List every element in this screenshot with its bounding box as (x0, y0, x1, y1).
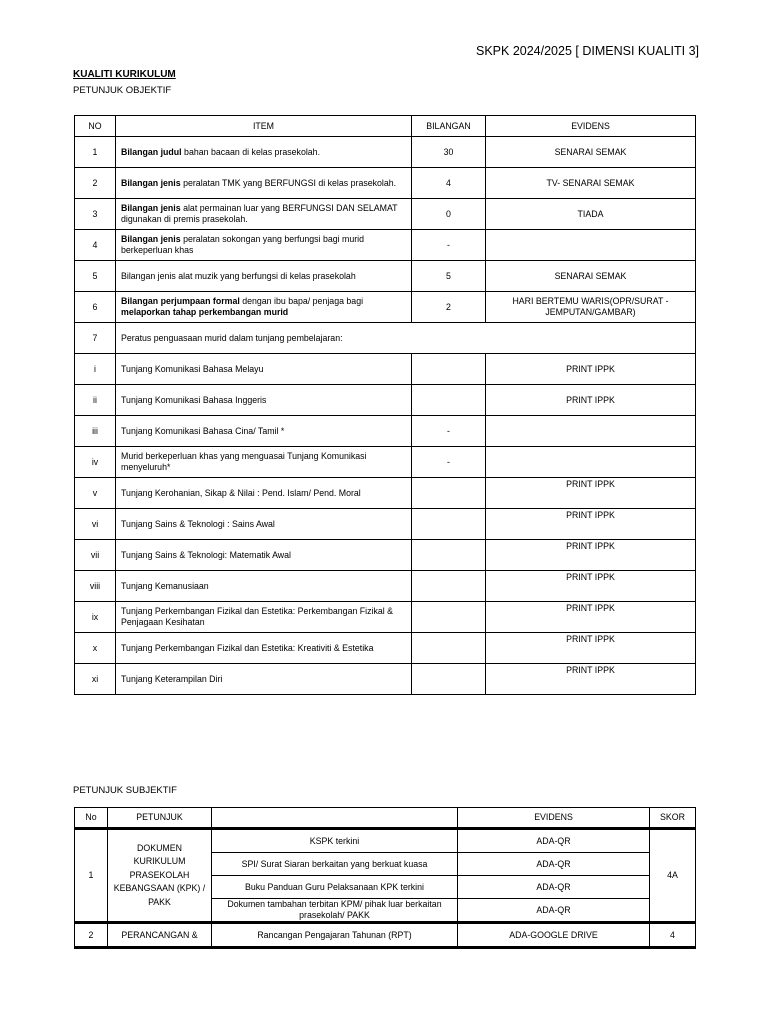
row-evidence: PRINT IPPK (486, 540, 696, 571)
row-evidence: ADA-QR (458, 899, 650, 923)
row-no: x (75, 633, 116, 664)
table-header-row (75, 808, 696, 829)
row-item: Tunjang Kerohanian, Sikap & Nilai : Pend. Islam/ Pend. Moral (116, 478, 412, 509)
table-row (75, 478, 696, 509)
header-indicator: PETUNJUK (108, 808, 212, 829)
row-evidence: ADA-GOOGLE DRIVE (458, 923, 650, 948)
table-row (75, 447, 696, 478)
row-evidence: SENARAI SEMAK (486, 137, 696, 168)
header-count: BILANGAN (412, 116, 486, 137)
row-no: iii (75, 416, 116, 447)
row-count: - (412, 416, 486, 447)
row-no: iv (75, 447, 116, 478)
objective-table (74, 115, 696, 695)
item-text: dengan ibu bapa/ penjaga bagi (239, 296, 364, 306)
table-row (75, 509, 696, 540)
row-count (412, 602, 486, 633)
row-no: ix (75, 602, 116, 633)
item-bold-text: Bilangan jenis (121, 203, 181, 213)
header-evidence: EVIDENS (458, 808, 650, 829)
item-bold-text: Bilangan judul (121, 146, 182, 157)
row-document: Rancangan Pengajaran Tahunan (RPT) (212, 923, 458, 948)
row-no: 3 (75, 199, 116, 230)
table-row (75, 199, 696, 230)
row-item: Tunjang Keterampilan Diri (116, 664, 412, 695)
objective-subtitle: PETUNJUK OBJEKTIF (73, 85, 172, 96)
table-row (75, 416, 696, 447)
row-document: Dokumen tambahan terbitan KPM/ pihak luar berkaitan prasekolah/ PAKK (212, 899, 458, 923)
table-row (75, 664, 696, 695)
row-evidence: PRINT IPPK (486, 602, 696, 633)
table-row (75, 168, 696, 199)
subjective-subtitle: PETUNJUK SUBJEKTIF (73, 785, 177, 796)
row-item: Tunjang Perkembangan Fizikal dan Estetika: Kreativiti & Estetika (116, 633, 412, 664)
header-no: NO (75, 116, 116, 137)
item-text: Bilangan jenis alat muzik yang berfungsi di kelas prasekolah (121, 270, 356, 281)
row-count: - (412, 447, 486, 478)
row-no: 6 (75, 292, 116, 323)
header-score: SKOR (650, 808, 696, 829)
row-count (412, 509, 486, 540)
item-bold-text-2: melaporkan tahap perkembangan murid (121, 307, 289, 317)
row-evidence (486, 230, 696, 261)
row-count (412, 385, 486, 416)
row-count (412, 354, 486, 385)
row-no: 2 (75, 923, 108, 948)
table-row (75, 292, 696, 323)
row-no: i (75, 354, 116, 385)
row-no: xi (75, 664, 116, 695)
header-no: No (75, 808, 108, 829)
row-score: 4 (650, 923, 696, 948)
row-evidence: PRINT IPPK (486, 664, 696, 695)
row-score: 4A (650, 829, 696, 923)
row-no: vii (75, 540, 116, 571)
item-text: bahan bacaan di kelas prasekolah. (181, 146, 321, 157)
row-no: 1 (75, 137, 116, 168)
row-count: 5 (412, 261, 486, 292)
row-evidence (486, 447, 696, 478)
table-row (75, 354, 696, 385)
item-bold-text: Bilangan jenis (121, 177, 181, 188)
table-header-row (75, 116, 696, 137)
row-item: Tunjang Komunikasi Bahasa Melayu (116, 354, 412, 385)
row-item (116, 137, 412, 168)
row-no: viii (75, 571, 116, 602)
row-item: Tunjang Kemanusiaan (116, 571, 412, 602)
row-count: 4 (412, 168, 486, 199)
table-row (75, 385, 696, 416)
row-evidence: PRINT IPPK (486, 509, 696, 540)
row-count (412, 664, 486, 695)
row-evidence: TV- SENARAI SEMAK (486, 168, 696, 199)
row-evidence: PRINT IPPK (486, 633, 696, 664)
row-evidence: SENARAI SEMAK (486, 261, 696, 292)
table-row (75, 261, 696, 292)
row-no: ii (75, 385, 116, 416)
table-row (75, 323, 696, 354)
table-row (75, 633, 696, 664)
row-item (116, 261, 412, 292)
row-evidence (486, 416, 696, 447)
row-item (116, 199, 412, 230)
row-count (412, 633, 486, 664)
row-document: KSPK terkini (212, 829, 458, 853)
row-evidence: PRINT IPPK (486, 478, 696, 509)
row-evidence: PRINT IPPK (486, 354, 696, 385)
row-count: - (412, 230, 486, 261)
row-item (116, 230, 412, 261)
table-row (75, 602, 696, 633)
row-evidence: PRINT IPPK (486, 385, 696, 416)
row-no: 7 (75, 323, 116, 354)
row-no: 4 (75, 230, 116, 261)
table-row (75, 137, 696, 168)
row-document: Buku Panduan Guru Pelaksanaan KPK terkini (212, 876, 458, 899)
table-row (75, 829, 696, 853)
table-row (75, 230, 696, 261)
row-item: Tunjang Perkembangan Fizikal dan Estetika: Perkembangan Fizikal & Penjagaan Kesihatan (116, 602, 412, 633)
item-bold-text: Bilangan jenis (121, 234, 181, 244)
item-text: peralatan TMK yang BERFUNGSI di kelas prasekolah. (180, 177, 397, 188)
row-evidence: ADA-QR (458, 829, 650, 853)
table-row (75, 923, 696, 948)
row-count: 30 (412, 137, 486, 168)
row-count (412, 540, 486, 571)
row-count (412, 478, 486, 509)
header-blank (212, 808, 458, 829)
row-item: Tunjang Komunikasi Bahasa Inggeris (116, 385, 412, 416)
item-bold-text: Bilangan perjumpaan formal (121, 296, 240, 306)
row-item: Murid berkeperluan khas yang menguasai Tunjang Komunikasi menyeluruh* (116, 447, 412, 478)
row-no: 1 (75, 829, 108, 923)
row-evidence: PRINT IPPK (486, 571, 696, 602)
table-row (75, 571, 696, 602)
row-item: Tunjang Sains & Teknologi: Matematik Awal (116, 540, 412, 571)
row-item (116, 292, 412, 323)
row-item (116, 168, 412, 199)
row-evidence: HARI BERTEMU WARIS(OPR/SURAT -JEMPUTAN/GAMBAR) (486, 292, 696, 323)
row-evidence: ADA-QR (458, 876, 650, 899)
row-count: 0 (412, 199, 486, 230)
row-document: SPI/ Surat Siaran berkaitan yang berkuat kuasa (212, 853, 458, 876)
row-no: 5 (75, 261, 116, 292)
section-title: KUALITI KURIKULUM (73, 69, 176, 80)
row-item: Tunjang Komunikasi Bahasa Cina/ Tamil * (116, 416, 412, 447)
subjective-table (74, 807, 696, 949)
row-no: vi (75, 509, 116, 540)
row-evidence: ADA-QR (458, 853, 650, 876)
item-text: peralatan sokongan yang berfungsi bagi murid berkeperluan khas (121, 234, 365, 255)
row-count: 2 (412, 292, 486, 323)
row-indicator: PERANCANGAN & (108, 923, 212, 948)
document-title: SKPK 2024/2025 [ DIMENSI KUALITI 3] (476, 44, 700, 58)
header-evidence: EVIDENS (486, 116, 696, 137)
row-evidence: TIADA (486, 199, 696, 230)
table-row (75, 540, 696, 571)
row-indicator: DOKUMEN KURIKULUM PRASEKOLAH KEBANGSAAN (KPK) / PAKK (108, 829, 212, 923)
item-text: alat permainan luar yang BERFUNGSI DAN SELAMAT digunakan di premis prasekolah. (121, 203, 398, 224)
row-heading: Peratus penguasaan murid dalam tunjang pembelajaran: (116, 323, 696, 354)
row-no: v (75, 478, 116, 509)
row-item: Tunjang Sains & Teknologi : Sains Awal (116, 509, 412, 540)
row-no: 2 (75, 168, 116, 199)
row-count (412, 571, 486, 602)
header-item: ITEM (116, 116, 412, 137)
